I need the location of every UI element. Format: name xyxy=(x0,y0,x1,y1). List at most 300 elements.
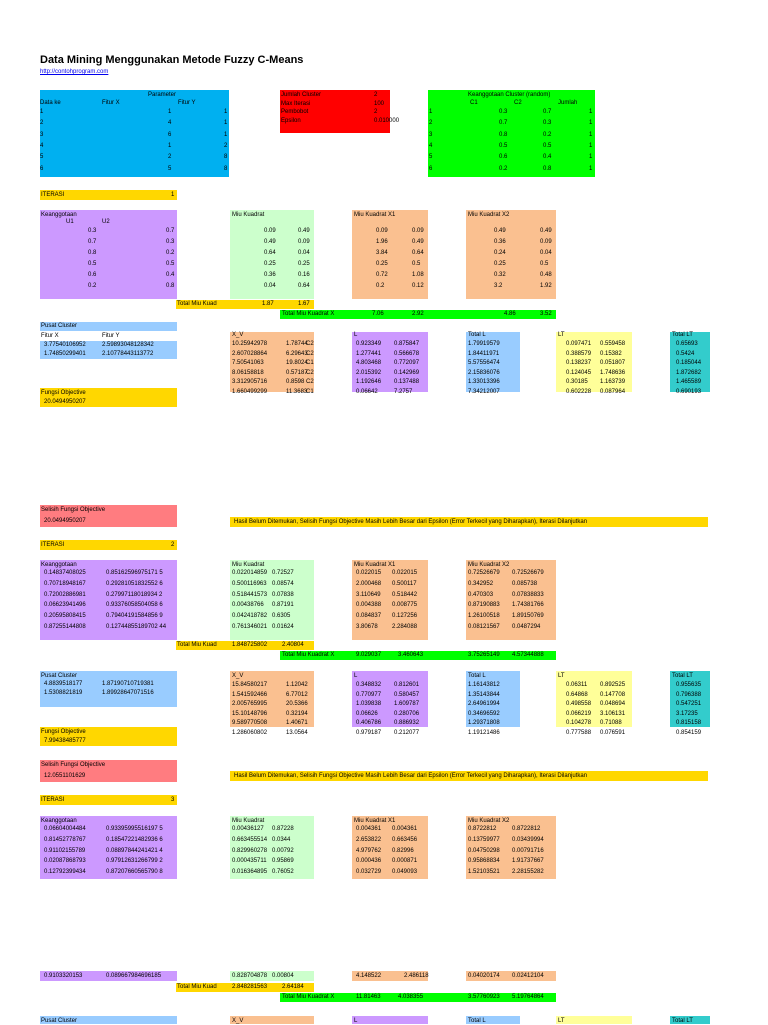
section-title: Miu Kuadrat X1 xyxy=(354,818,396,824)
miu-value: 0.016364895 xyxy=(232,869,268,876)
xv-value: 10.25942978 xyxy=(232,341,268,347)
lt-value: 0.602228 xyxy=(566,389,592,395)
miu-value: 0.64 xyxy=(264,250,276,256)
miu-x2-value: 0.09 xyxy=(540,239,552,245)
setting-cell: Epsilon xyxy=(281,117,301,124)
section-title: Total LT xyxy=(672,673,693,679)
random-cell: 0.7 xyxy=(543,109,552,115)
total-l-value: 7.34212007 xyxy=(468,389,500,395)
miu-value: 0.07838 xyxy=(272,591,294,598)
miu-x2-value: 0.72526679 xyxy=(468,570,500,576)
xv-value: 15.84580217 xyxy=(232,682,268,688)
miu-x2-value: 1.52103521 xyxy=(468,869,500,876)
xv-value: 0.57187 xyxy=(286,369,308,376)
lt-value: 0.64868 xyxy=(566,691,588,698)
total-miu-x-value: 3.75265149 xyxy=(468,652,500,658)
section-title: Total L xyxy=(468,332,486,338)
cluster-center-value: 3.77540106952 xyxy=(44,342,86,348)
random-cell: 2 xyxy=(429,120,433,127)
l-value: 0.886932 xyxy=(394,720,420,727)
cluster-center-value: 1.87190710719381 xyxy=(102,681,154,687)
miu-x1-value: 3.84 xyxy=(376,250,388,256)
parameter-cell: 3 xyxy=(40,131,44,138)
section-title: Miu Kuadrat xyxy=(232,212,265,218)
section-title: LT xyxy=(558,332,565,338)
miu-x1-value: 0.004361 xyxy=(392,826,418,832)
miu-x1-value: 2.000468 xyxy=(356,580,382,587)
footer-header: L xyxy=(354,1018,358,1024)
col-header: C1 xyxy=(470,100,478,106)
lt-value: 0.051807 xyxy=(600,360,626,367)
iteration-label: ITERASI xyxy=(41,542,65,548)
xv-value: 1.12042 xyxy=(286,682,308,688)
l-value: 0.566678 xyxy=(394,350,420,357)
miu-x1-value: 3.80678 xyxy=(356,624,378,630)
miu-x2-value: 0.49 xyxy=(540,228,552,234)
cluster-center-value: 2.10778443113772 xyxy=(102,351,154,357)
difference-label: Selisih Fungsi Objective xyxy=(41,507,106,513)
miu-value: 0.04 xyxy=(264,283,276,289)
cluster-center-value: 1.5308821819 xyxy=(44,690,83,696)
cluster-tag: C2 xyxy=(306,341,314,347)
membership-value: 0.29281051832552 6 xyxy=(106,580,163,587)
random-cell: 1 xyxy=(589,154,593,161)
miu-value: 0.49 xyxy=(264,239,276,245)
miu-x1-value: 0.49 xyxy=(412,239,424,245)
miu-x2-value: 0.48 xyxy=(540,272,552,278)
total-miu-label: Total Miu Kuad xyxy=(177,301,217,307)
total-l-value: 2.15836076 xyxy=(468,369,500,376)
miu-x2-value: 0.25 xyxy=(494,261,506,267)
cluster-center-value: 2.59893048128342 xyxy=(102,342,154,348)
section-title: Miu Kuadrat X2 xyxy=(468,562,510,568)
footer-header: Pusat Cluster xyxy=(41,1018,78,1024)
parameter-cell: 1 xyxy=(224,131,228,138)
random-cell: 0.3 xyxy=(543,120,552,127)
membership-value: 0.5 xyxy=(166,261,175,267)
total-miu-value: 2.848281563 xyxy=(232,984,268,990)
footer-header: LT xyxy=(558,1018,565,1024)
miu-x1-value: 0.64 xyxy=(412,250,424,256)
l-value: 1.609787 xyxy=(394,701,420,708)
total-miu-value: 1.87 xyxy=(262,301,274,307)
xv-value: 1.40671 xyxy=(286,720,308,727)
parameter-cell: 2 xyxy=(40,120,44,127)
section-title: Miu Kuadrat X1 xyxy=(354,212,396,218)
col-header: U2 xyxy=(102,219,110,225)
miu-value: 0.00792 xyxy=(272,847,294,854)
miu-value: 0.09 xyxy=(264,228,276,234)
miu-x2-value: 0.8722812 xyxy=(512,826,541,832)
l-value: 0.979187 xyxy=(356,730,382,736)
total-l-value: 1.33013396 xyxy=(468,379,500,386)
miu-x2-value: 1.26100518 xyxy=(468,613,500,620)
objective-value: 20.0494950207 xyxy=(44,399,86,405)
miu-x1-value: 2.284088 xyxy=(392,624,418,630)
l-value: 0.06642 xyxy=(356,389,378,395)
miu-x2-value: 0.13759977 xyxy=(468,836,500,843)
miu-value: 0.16 xyxy=(298,272,310,278)
total-miu-value: 1.67 xyxy=(298,301,310,307)
section-title: Total LT xyxy=(672,332,693,338)
miu-value: 0.01624 xyxy=(272,624,294,630)
l-value: 0.142969 xyxy=(394,369,420,376)
random-cell: 0.4 xyxy=(543,154,552,161)
cluster-tag: C2 xyxy=(306,369,314,376)
miu-value: 0.87191 xyxy=(272,602,294,609)
section-title: Pusat Cluster xyxy=(41,673,78,679)
iteration-number: 2 xyxy=(171,542,175,548)
total-lt-value: 0.955635 xyxy=(676,682,702,688)
total-l-value: 0.34696592 xyxy=(468,710,500,717)
membership-value: 0.12744855189702 44 xyxy=(106,624,167,630)
footer-header: Total LT xyxy=(672,1018,693,1024)
miu-x1-value: 0.032729 xyxy=(356,869,382,876)
miu-x1-value: 3.110649 xyxy=(356,591,381,598)
l-value: 0.348832 xyxy=(356,682,382,688)
l-value: 0.580457 xyxy=(394,691,420,698)
miu-x2-value: 3.2 xyxy=(494,283,503,289)
membership-value: 0.85162596975171 5 xyxy=(106,570,163,576)
total-lt-value: 0.547251 xyxy=(676,701,702,708)
miu-value: 0.022014859 xyxy=(232,570,268,576)
random-cell: 1 xyxy=(589,165,593,172)
miu-value: 0.87228 xyxy=(272,826,294,832)
miu-x1-value: 4.979762 xyxy=(356,847,382,854)
lt-value: 0.559458 xyxy=(600,341,626,347)
miu-x1-value: 0.127256 xyxy=(392,613,418,620)
membership-value: 0.6 xyxy=(88,272,97,278)
total-miu-x-value: 4.038355 xyxy=(398,994,424,1000)
membership-value: 0.91102155789 xyxy=(44,847,86,854)
cluster-tag: C1 xyxy=(306,389,314,395)
parameter-cell: 6 xyxy=(40,165,44,172)
l-value: 0.770977 xyxy=(356,691,382,698)
miu-x2-value: 0.342952 xyxy=(468,580,494,587)
parameter-cell: 1 xyxy=(168,109,172,115)
objective-label: Fungsi Objective xyxy=(41,729,86,735)
xv-value: 6.77012 xyxy=(286,691,308,698)
difference-value: 12.0551101629 xyxy=(44,773,86,779)
total-miu-value: 2.40804 xyxy=(282,642,304,648)
parameter-cell: 5 xyxy=(40,154,44,161)
col-header: Fitur X xyxy=(102,100,120,106)
total-miu-value: 2.64184 xyxy=(282,984,304,990)
miu-value: 0.08574 xyxy=(272,580,294,587)
miu-x2-value: 1.91737667 xyxy=(512,858,544,865)
setting-cell: Pembobot xyxy=(281,109,309,116)
section-title: Miu Kuadrat xyxy=(232,818,265,824)
miu-x2-value: 0.72526679 xyxy=(512,570,544,576)
miu-value: 0.72527 xyxy=(272,570,294,576)
membership-value: 0.4 xyxy=(166,272,175,278)
last-row-value: 2.486118 xyxy=(404,973,429,979)
section-title: Keanggotaan xyxy=(41,818,77,824)
total-lt-value: 0.854159 xyxy=(676,730,702,736)
membership-value: 0.2 xyxy=(88,283,97,289)
miu-x1-value: 0.25 xyxy=(376,261,388,267)
membership-value: 0.02087868793 xyxy=(44,858,86,865)
miu-x2-value: 0.03439994 xyxy=(512,836,544,843)
miu-x2-value: 0.04 xyxy=(540,250,552,256)
random-cell: 0.7 xyxy=(499,120,508,127)
l-value: 7.2757 xyxy=(394,389,413,395)
membership-value: 0.93395995516197 5 xyxy=(106,826,163,832)
section-title: Miu Kuadrat xyxy=(232,562,265,568)
miu-x1-value: 0.82996 xyxy=(392,847,414,854)
miu-value: 0.64 xyxy=(298,283,310,289)
miu-value: 0.042418782 xyxy=(232,613,268,620)
lt-value: 0.06311 xyxy=(566,682,588,688)
miu-x2-value: 1.74381766 xyxy=(512,602,544,609)
total-l-value: 1.79919579 xyxy=(468,341,500,347)
miu-x2-value: 0.49 xyxy=(494,228,506,234)
section-title: LT xyxy=(558,673,565,679)
xv-value: 7.50541063 xyxy=(232,360,264,367)
random-title: Keanggotaan Cluster (random) xyxy=(468,92,551,98)
total-lt-value: 0.815158 xyxy=(676,720,702,727)
miu-value: 0.95869 xyxy=(272,858,294,865)
total-lt-value: 0.65693 xyxy=(676,341,698,347)
status-note: Hasil Belum Ditemukan, Selisih Fungsi Objective Masih Lebih Besar dari Epsilon (Error Terkecil yang Diharapkan), Iterasi Dilanjutkan xyxy=(234,773,588,779)
membership-value: 0.93376058504058 6 xyxy=(106,602,163,609)
l-value: 0.812601 xyxy=(394,682,420,688)
miu-x2-value: 0.95868834 xyxy=(468,858,500,865)
lt-value: 1.748636 xyxy=(600,369,626,376)
membership-value: 0.70718948167 xyxy=(44,580,86,587)
total-miu-x-value: 5.19764864 xyxy=(512,994,544,1000)
miu-x1-value: 0.09 xyxy=(376,228,388,234)
miu-value: 0.76052 xyxy=(272,869,294,876)
parameter-cell: 1 xyxy=(168,142,172,149)
objective-label: Fungsi Objective xyxy=(41,390,86,396)
miu-value: 0.49 xyxy=(298,228,310,234)
l-value: 1.039838 xyxy=(356,701,382,708)
l-value: 0.772097 xyxy=(394,360,420,367)
last-row-value: 0.089667984696185 xyxy=(106,973,162,979)
miu-value: 0.000435711 xyxy=(232,858,267,865)
lt-value: 0.066219 xyxy=(566,710,592,717)
miu-x1-value: 1.08 xyxy=(412,272,424,278)
miu-x1-value: 0.004361 xyxy=(356,826,382,832)
membership-value: 0.8 xyxy=(166,283,175,289)
col-header: Jumlah xyxy=(558,100,578,106)
setting-cell: 0.010000 xyxy=(374,117,400,124)
miu-value: 0.09 xyxy=(298,239,310,245)
random-cell: 1 xyxy=(429,109,433,115)
section-title: Keanggotaan xyxy=(41,212,77,218)
membership-value: 0.14837408025 xyxy=(44,570,86,576)
total-miu-x-value: 7.06 xyxy=(372,311,384,317)
lt-value: 0.048694 xyxy=(600,701,626,708)
difference-label: Selisih Fungsi Objective xyxy=(41,762,106,768)
total-lt-value: 0.185044 xyxy=(676,360,702,367)
source-link[interactable]: http://contohprogram.com xyxy=(40,69,109,75)
random-cell: 0.8 xyxy=(499,131,508,138)
total-miu-x-value: 3.52 xyxy=(540,311,552,317)
miu-x2-value: 0.07838833 xyxy=(512,591,544,598)
miu-value: 0.829960278 xyxy=(232,847,268,854)
miu-x1-value: 0.008775 xyxy=(392,602,418,609)
miu-x2-value: 1.92 xyxy=(540,283,552,289)
cluster-center-value: 1.74850299401 xyxy=(44,351,86,357)
miu-value: 0.6305 xyxy=(272,613,291,620)
xv-value: 0.32194 xyxy=(286,710,308,717)
cluster-tag: C2 xyxy=(306,379,314,386)
miu-x1-value: 1.96 xyxy=(376,239,388,245)
objective-value: 7.99438485777 xyxy=(44,738,86,744)
miu-x1-value: 0.500117 xyxy=(392,580,417,587)
xv-value: 6.29643 xyxy=(286,350,308,357)
membership-value: 0.3 xyxy=(88,228,97,234)
parameter-cell: 1 xyxy=(224,109,228,115)
total-miu-x-value: 9.029037 xyxy=(356,652,382,658)
miu-x1-value: 0.2 xyxy=(376,283,385,289)
setting-cell: 2 xyxy=(374,92,378,98)
random-cell: 1 xyxy=(589,142,593,149)
xv-value: 1.660499299 xyxy=(232,389,268,395)
parameter-table xyxy=(40,90,229,177)
cluster-center-value: 4.8839518177 xyxy=(44,681,83,687)
difference-value: 20.0494950207 xyxy=(44,518,86,524)
l-value: 0.875847 xyxy=(394,341,420,347)
lt-value: 0.087964 xyxy=(600,389,626,395)
section-title: Miu Kuadrat X2 xyxy=(468,212,510,218)
miu-x2-value: 0.08121567 xyxy=(468,624,500,630)
xv-value: 20.5366 xyxy=(286,701,308,708)
parameter-cell: 4 xyxy=(40,142,44,149)
xv-value: 2.607028864 xyxy=(232,350,268,357)
miu-x1-value: 0.084837 xyxy=(356,613,382,620)
random-cell: 3 xyxy=(429,131,433,138)
miu-x1-value: 0.5 xyxy=(412,261,421,267)
xv-value: 0.8598 xyxy=(286,379,305,386)
miu-x2-value: 0.5 xyxy=(540,261,549,267)
miu-x1-value: 0.09 xyxy=(412,228,424,234)
total-l-value: 1.16143812 xyxy=(468,682,500,688)
random-cell: 1 xyxy=(589,131,593,138)
membership-value: 0.3 xyxy=(166,239,175,245)
parameter-cell: 6 xyxy=(168,131,172,138)
membership-value: 0.87255144808 xyxy=(44,624,86,630)
total-miu-label: Total Miu Kuad xyxy=(177,642,217,648)
last-row-value: 0.828704878 xyxy=(232,973,268,979)
section-title: L xyxy=(354,673,358,679)
miu-x2-value: 0.32 xyxy=(494,272,506,278)
parameter-cell: 5 xyxy=(168,165,172,172)
xv-value: 2.005765995 xyxy=(232,701,268,708)
xv-value: 1.78744 xyxy=(286,341,308,347)
miu-x1-value: 0.518442 xyxy=(392,591,418,598)
lt-value: 0.138237 xyxy=(566,360,592,367)
membership-value: 0.2 xyxy=(166,250,175,256)
total-l-value: 1.84411971 xyxy=(468,350,500,357)
last-row-value: 0.9103320153 xyxy=(44,973,83,979)
parameter-cell: 2 xyxy=(224,142,228,149)
total-miu-x-value: 11.81463 xyxy=(356,994,381,1000)
lt-header xyxy=(556,1016,632,1024)
section-title: X_V xyxy=(232,332,244,338)
total-miu-x-value: 3.57760923 xyxy=(468,994,500,1000)
total-lt-value: 0.5424 xyxy=(676,350,695,357)
xv-value: 1.541592466 xyxy=(232,691,268,698)
col-header: Fitur X xyxy=(41,333,59,339)
iteration-label: ITERASI xyxy=(41,192,65,198)
last-row-value: 0.02412104 xyxy=(512,973,544,979)
iteration-number: 1 xyxy=(171,192,175,198)
miu-x1-value: 0.72 xyxy=(376,272,388,278)
section-title: Miu Kuadrat X1 xyxy=(354,562,396,568)
xv-value: 9.589770508 xyxy=(232,720,268,727)
xv-value: 3.312905716 xyxy=(232,379,268,386)
miu-x1-value: 0.12 xyxy=(412,283,424,289)
miu-x2-value: 0.36 xyxy=(494,239,506,245)
total-miu-x-value: 4.57344888 xyxy=(512,652,544,658)
total-miu-x-label: Total Miu Kuadrat X xyxy=(282,652,335,658)
miu-x1-value: 0.004388 xyxy=(356,602,382,609)
membership-value: 0.5 xyxy=(88,261,97,267)
total-l-value: 2.64961994 xyxy=(468,701,500,708)
cluster-tag: C1 xyxy=(306,360,314,367)
total-miu-x-value: 2.92 xyxy=(412,311,424,317)
random-cell: 5 xyxy=(429,154,433,161)
lt-value: 0.124045 xyxy=(566,369,592,376)
total-lt-value: 0.796388 xyxy=(676,691,702,698)
l-value: 2.015392 xyxy=(356,369,382,376)
miu-x2-value: 0.87190883 xyxy=(468,602,500,609)
l-value: 0.280706 xyxy=(394,710,420,717)
l-header xyxy=(352,1016,428,1024)
miu-x2-value: 0.085738 xyxy=(512,580,538,587)
xv-value: 15.10148796 xyxy=(232,710,268,717)
miu-x1-value: 0.049093 xyxy=(392,869,418,876)
col-header: U1 xyxy=(66,219,74,225)
miu-value: 0.00436127 xyxy=(232,826,264,832)
iteration-number: 3 xyxy=(171,797,175,803)
parameter-cell: 2 xyxy=(168,154,172,161)
lt-value: 0.388579 xyxy=(566,350,592,357)
xv-value: 11.3683 xyxy=(286,389,308,395)
miu-value: 0.04 xyxy=(298,250,310,256)
random-cell: 1 xyxy=(589,120,593,127)
section-title: Miu Kuadrat X2 xyxy=(468,818,510,824)
setting-cell: 2 xyxy=(374,109,378,116)
section-title: L xyxy=(354,332,358,338)
xv-value: 1.286060802 xyxy=(232,730,268,736)
miu-value: 0.00438766 xyxy=(232,602,264,609)
miu-value: 0.761346021 xyxy=(232,624,268,630)
miu-value: 0.36 xyxy=(264,272,276,278)
random-cell: 0.3 xyxy=(499,109,508,115)
random-cell: 0.2 xyxy=(499,165,508,172)
section-title: Keanggotaan xyxy=(41,562,77,568)
membership-value: 0.20595808415 xyxy=(44,613,86,620)
last-row-value: 0.04020174 xyxy=(468,973,500,979)
random-cell: 0.8 xyxy=(543,165,552,172)
membership-value: 0.12792399434 xyxy=(44,869,86,876)
xv-value: 13.0564 xyxy=(286,730,308,736)
total-l-value: 1.19121486 xyxy=(468,730,500,736)
lt-value: 0.892525 xyxy=(600,682,626,688)
footer-header: Total L xyxy=(468,1018,486,1024)
l-value: 0.06626 xyxy=(356,710,378,717)
random-cell: 0.5 xyxy=(543,142,552,149)
miu-value: 0.25 xyxy=(298,261,310,267)
miu-x2-value: 0.470303 xyxy=(468,591,494,598)
total-miu-x-value: 4.86 xyxy=(504,311,516,317)
total-lt-value: 1.872682 xyxy=(676,369,702,376)
random-cell: 0.2 xyxy=(543,131,552,138)
